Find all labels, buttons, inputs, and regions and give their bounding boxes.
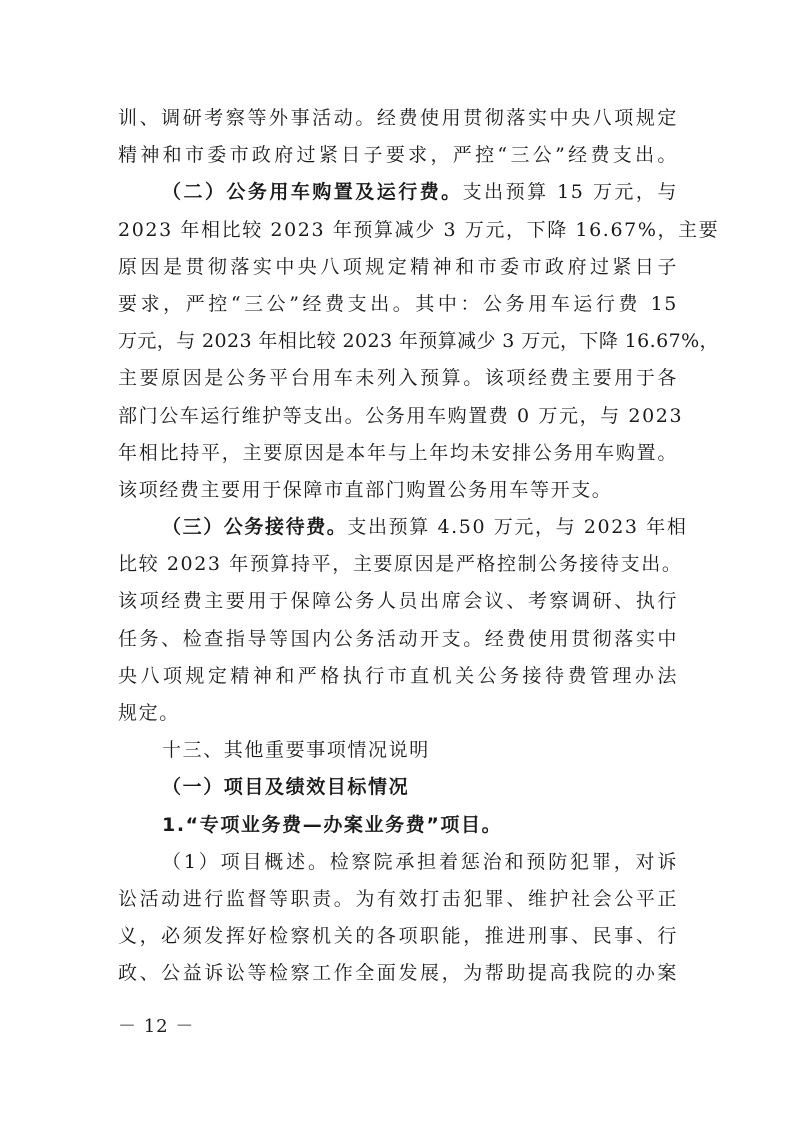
section-text: 支出预算 15 万元，与 xyxy=(462,181,678,204)
section-heading: （二）公务用车购置及运行费。 xyxy=(162,181,463,204)
text-line: 政、公益诉讼等检察工作全面发展，为帮助提高我院的办案 xyxy=(118,962,678,985)
chapter-heading: 十三、其他重要事项情况说明 xyxy=(162,739,430,762)
section-line xyxy=(118,509,688,546)
text-line: 该项经费主要用于保障公务人员出席会议、考察调研、执行 xyxy=(118,590,678,613)
item-heading: 1.“专项业务费—办案业务费”项目。 xyxy=(162,813,503,836)
section-text: 支出预算 4.50 万元，与 2023 年相 xyxy=(347,516,688,539)
text-line: 任务、检查指导等国内公务活动开支。经费使用贯彻落实中 xyxy=(118,627,678,650)
text-line: 2023 年相比较 2023 年预算减少 3 万元，下降 16.67%，主要 xyxy=(118,218,720,241)
section-line xyxy=(118,174,678,211)
text-line: 讼活动进行监督等职责。为有效打击犯罪、维护社会公平正 xyxy=(118,887,678,910)
text-line: 比较 2023 年预算持平，主要原因是严格控制公务接待支出。 xyxy=(118,553,683,576)
text-line: 年相比持平，主要原因是本年与上年均未安排公务用车购置。 xyxy=(118,441,678,464)
text-line: 训、调研考察等外事活动。经费使用贯彻落实中央八项规定 xyxy=(118,107,678,129)
text-line: 精神和市委市政府过紧日子要求，严控“三公”经费支出。 xyxy=(118,144,678,167)
page-number: － 12 － xyxy=(118,1016,195,1037)
text-line: 万元，与 2023 年相比较 2023 年预算减少 3 万元，下降 16.67%， xyxy=(118,330,719,353)
subsection-heading: （一）项目及绩效目标情况 xyxy=(162,776,410,799)
text-line: 义，必须发挥好检察机关的各项职能，推进刑事、民事、行 xyxy=(118,925,678,948)
text-line: （1）项目概述。检察院承担着惩治和预防犯罪，对诉 xyxy=(162,850,678,873)
text-line: 原因是贯彻落实中央八项规定精神和市委市政府过紧日子 xyxy=(118,255,678,278)
text-line: 要求，严控“三公”经费支出。其中：公务用车运行费 15 xyxy=(118,292,678,315)
body-text xyxy=(118,100,720,993)
section-heading: （三）公务接待费。 xyxy=(162,516,348,539)
text-line: 部门公车运行维护等支出。公务用车购置费 0 万元，与 2023 xyxy=(118,404,684,427)
text-line: 主要原因是公务平台用车未列入预算。该项经费主要用于各 xyxy=(118,367,678,390)
text-line: 央八项规定精神和严格执行市直机关公务接待费管理办法 xyxy=(118,664,678,687)
text-line: 规定。 xyxy=(118,702,180,724)
text-line: 该项经费主要用于保障市直部门购置公务用车等开支。 xyxy=(118,478,613,501)
